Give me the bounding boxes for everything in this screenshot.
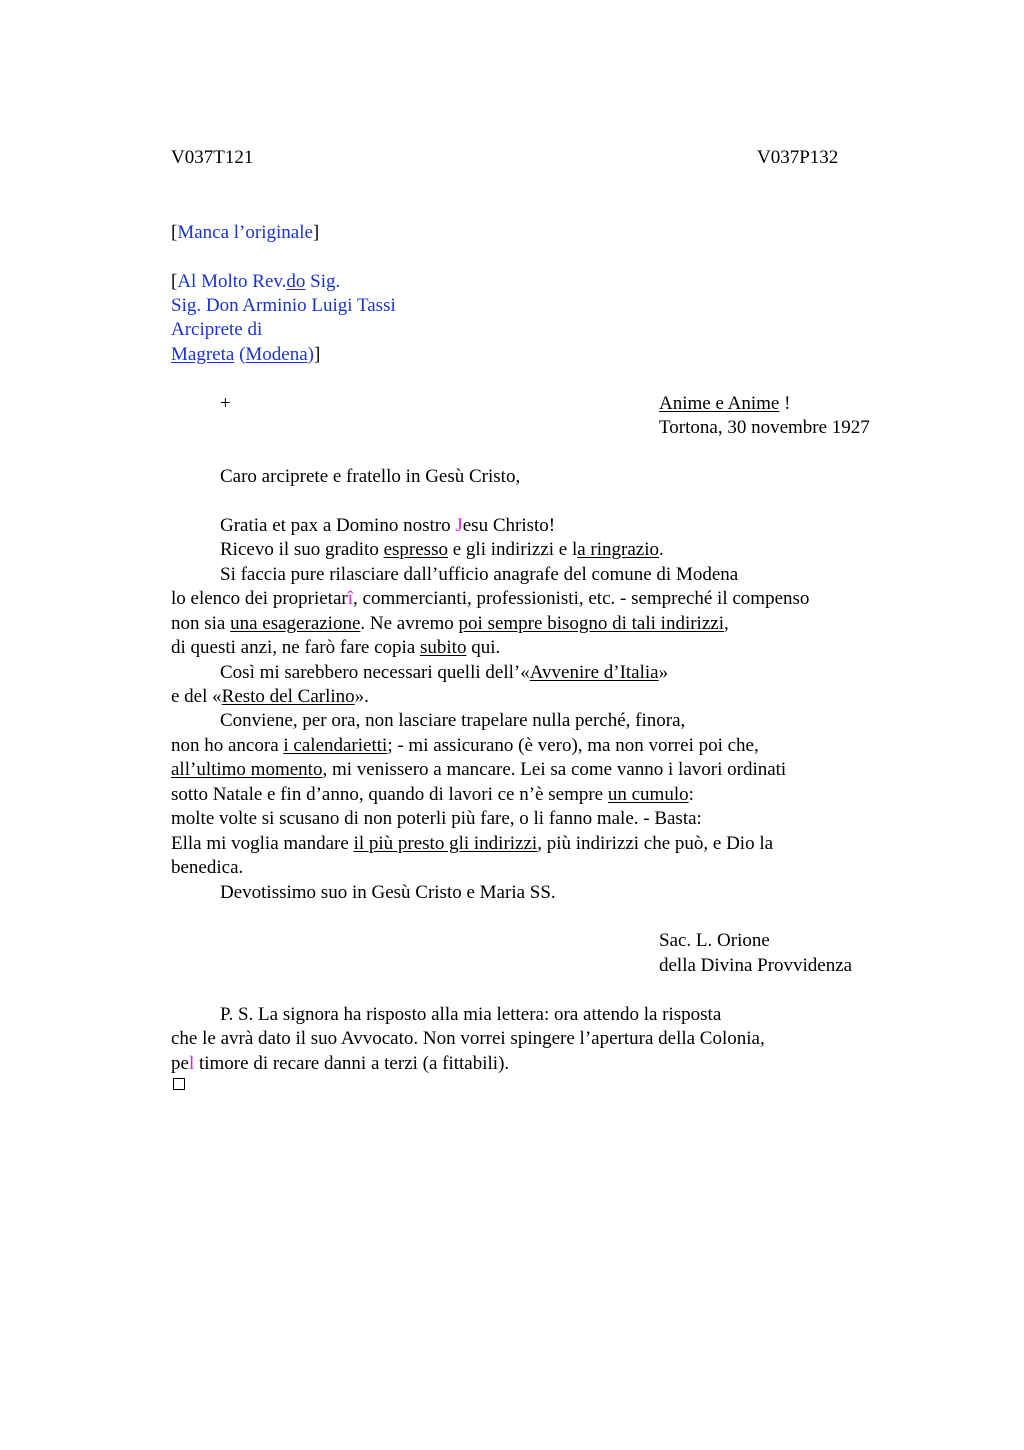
correction-mark: î <box>347 588 354 609</box>
bracket-close: ] <box>313 344 321 365</box>
body-text: ». <box>354 686 369 707</box>
body-line-11 <box>171 758 786 782</box>
document-code-right: V037P132 <box>757 147 839 168</box>
place-date: Tortona, 30 novembre 1927 <box>659 417 870 438</box>
body-text: esu Christo! <box>462 515 556 536</box>
editorial-note <box>171 221 319 245</box>
body-text: , <box>723 613 729 634</box>
body-line-1 <box>220 514 555 538</box>
editorial-note-text: Manca l’originale <box>177 222 313 243</box>
body-text: pe <box>171 1053 189 1074</box>
bracket-open: [ <box>171 271 178 292</box>
body-text: e del « <box>171 686 222 707</box>
bracket-close: ] <box>312 222 320 243</box>
underlined-text: il più presto gli indirizzi <box>353 833 538 854</box>
correction-mark: l <box>188 1053 195 1074</box>
underlined-text: poi sempre bisogno di tali indirizzi <box>458 613 724 634</box>
body-line-15: benedica. <box>171 857 244 878</box>
body-line-4 <box>171 587 809 611</box>
cross-symbol: + <box>220 393 231 414</box>
address-text: ( <box>234 344 246 365</box>
body-line-13: molte volte si scusano di non poterli più fare, o li fanno male. - Basta: <box>171 808 702 829</box>
end-marker-box-icon <box>173 1078 185 1090</box>
underlined-text: all’ultimo momento <box>171 759 323 780</box>
body-text: . <box>659 539 664 560</box>
body-text: , commercianti, professionisti, etc. - sempreché il compenso <box>353 588 810 609</box>
motto-tail: ! <box>779 393 791 414</box>
underlined-text: espresso <box>383 539 448 560</box>
signature-title: della Divina Provvidenza <box>659 955 853 976</box>
address-abbreviation: do <box>286 271 306 292</box>
body-text: Ricevo il suo gradito <box>220 539 384 560</box>
address-text: Al Molto Rev. <box>177 271 287 292</box>
body-text: , più indirizzi che può, e Dio la <box>537 833 774 854</box>
body-text: Ella mi voglia mandare <box>171 833 354 854</box>
address-town: Magreta <box>171 344 235 365</box>
body-text: e gli indirizzi e l <box>447 539 578 560</box>
body-text: , mi venissero a mancare. Lei sa come vanno i lavori ordinati <box>322 759 787 780</box>
correction-mark: J <box>455 515 463 536</box>
address-line-4 <box>171 343 320 367</box>
document-code-left: V037T121 <box>171 147 254 168</box>
underlined-text: Avvenire d’Italia <box>529 662 659 683</box>
underlined-text: un cumulo <box>607 784 689 805</box>
body-text: non ho ancora <box>171 735 284 756</box>
body-text: sotto Natale e fin d’anno, quando di lavori ce n’è sempre <box>171 784 608 805</box>
body-text: Gratia et pax a Domino nostro <box>220 515 456 536</box>
body-line-9: Conviene, per ora, non lasciare trapelare nulla perché, finora, <box>220 710 686 731</box>
body-text: . Ne avremo <box>360 613 459 634</box>
body-line-10 <box>171 734 759 758</box>
body-line-7 <box>220 661 668 685</box>
address-line-1 <box>171 270 340 294</box>
address-line-2: Sig. Don Arminio Luigi Tassi <box>171 295 396 316</box>
address-line-3: Arciprete di <box>171 319 263 340</box>
underlined-text: a ringrazio <box>577 539 660 560</box>
body-text: ; - mi assicurano (è vero), ma non vorrei poi che, <box>387 735 759 756</box>
bracket-open: [ <box>171 222 178 243</box>
body-line-14 <box>171 832 773 856</box>
address-text: Sig. <box>305 271 341 292</box>
body-line-8 <box>171 685 369 709</box>
address-text: ) <box>307 344 314 365</box>
postscript-line-2: che le avrà dato il suo Avvocato. Non vorrei spingere l’apertura della Colonia, <box>171 1028 765 1049</box>
underlined-text: Resto del Carlino <box>221 686 355 707</box>
body-text: di questi anzi, ne farò fare copia <box>171 637 420 658</box>
body-line-3: Si faccia pure rilasciare dall’ufficio anagrafe del comune di Modena <box>220 564 739 585</box>
body-text: » <box>658 662 669 683</box>
body-text: qui. <box>466 637 501 658</box>
signature-name: Sac. L. Orione <box>659 930 770 951</box>
body-text: Così mi sarebbero necessari quelli dell’« <box>220 662 530 683</box>
underlined-text: una esagerazione <box>230 613 361 634</box>
address-province: Modena <box>245 344 308 365</box>
body-text: lo elenco dei proprietar <box>171 588 348 609</box>
body-text: timore di recare danni a terzi (a fittabili). <box>194 1053 510 1074</box>
body-line-12 <box>171 783 694 807</box>
motto <box>659 392 790 416</box>
underlined-text: subito <box>420 637 467 658</box>
salutation: Caro arciprete e fratello in Gesù Cristo, <box>220 466 521 487</box>
body-text: : <box>688 784 694 805</box>
body-line-6 <box>171 636 500 660</box>
closing-line: Devotissimo suo in Gesù Cristo e Maria SS. <box>220 882 556 903</box>
motto-text: Anime e Anime <box>659 393 780 414</box>
body-line-2 <box>220 538 664 562</box>
postscript-line-1: P. S. La signora ha risposto alla mia lettera: ora attendo la risposta <box>220 1004 722 1025</box>
postscript-line-3 <box>171 1052 509 1076</box>
body-line-5 <box>171 612 729 636</box>
body-text: non sia <box>171 613 231 634</box>
underlined-text: i calendarietti <box>283 735 388 756</box>
